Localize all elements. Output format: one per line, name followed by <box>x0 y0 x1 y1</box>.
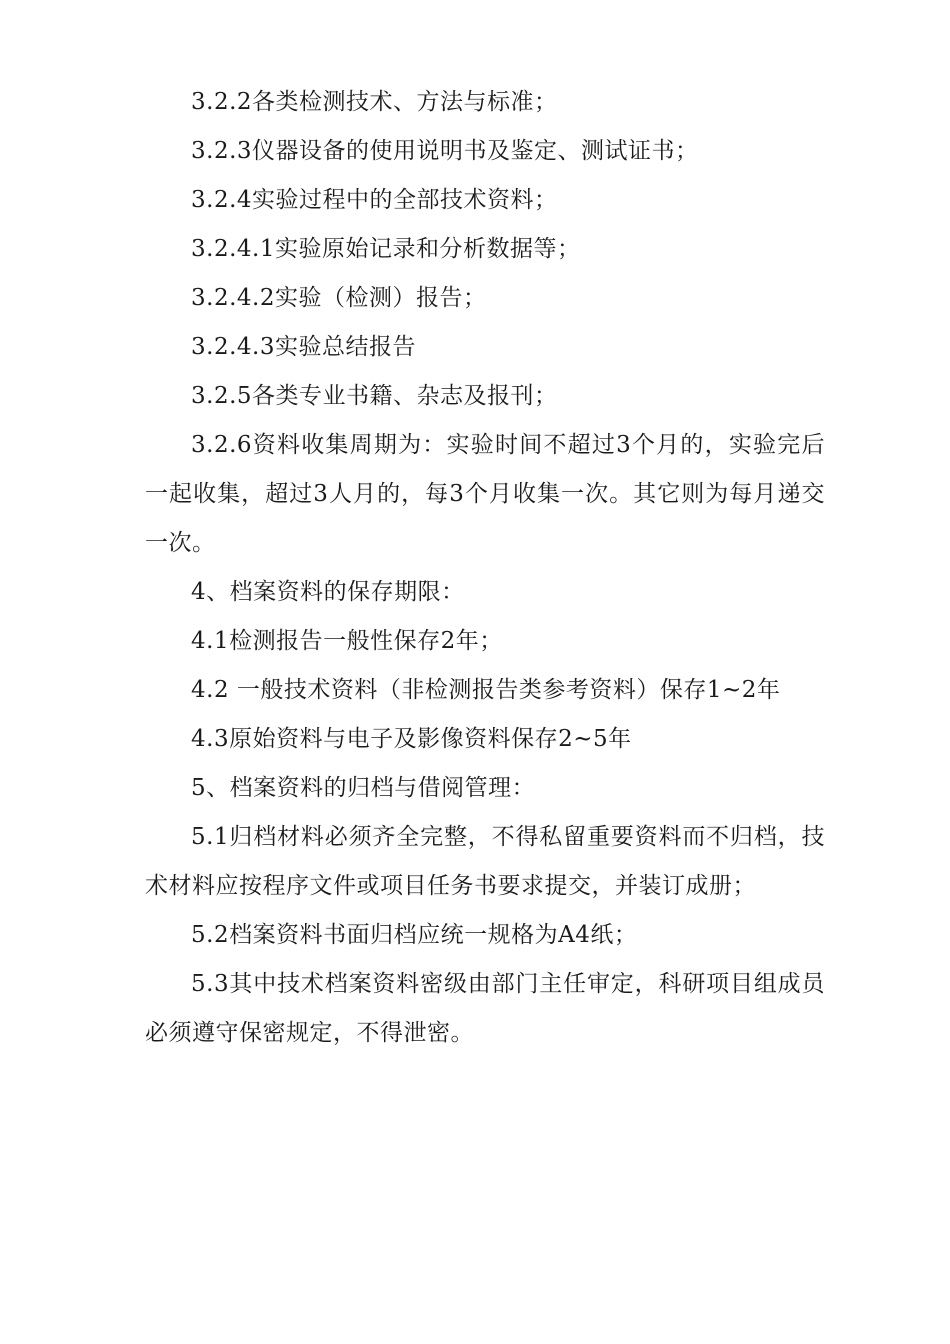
clause-3-2-4: 3.2.4实验过程中的全部技术资料； <box>191 187 558 213</box>
section-4-heading: 4、档案资料的保存期限： <box>191 579 465 605</box>
clause-3-2-6: 3.2.6资料收集周期为：实验时间不超过3个月的，实验完后一起收集，超过3人月的，每3个月收集一次。其它则为每月递交一次。 <box>145 432 825 556</box>
document-body <box>145 78 825 1058</box>
clause-3-2-2: 3.2.2各类检测技术、方法与标准； <box>191 89 558 115</box>
section-5-heading: 5、档案资料的归档与借阅管理： <box>191 775 536 801</box>
clause-4-3: 4.3原始资料与电子及影像资料保存2~5年 <box>191 726 632 752</box>
clause-4-2: 4.2 一般技术资料（非检测报告类参考资料）保存1~2年 <box>191 677 781 703</box>
clause-5-3: 5.3其中技术档案资料密级由部门主任审定，科研项目组成员必须遵守保密规定，不得泄密。 <box>145 971 825 1046</box>
clause-3-2-3: 3.2.3仪器设备的使用说明书及鉴定、测试证书； <box>191 138 699 164</box>
clause-5-1: 5.1归档材料必须齐全完整，不得私留重要资料而不归档，技术材料应按程序文件或项目任务书要求提交，并装订成册； <box>145 824 825 899</box>
clause-3-2-4-1: 3.2.4.1实验原始记录和分析数据等； <box>191 236 581 262</box>
clause-4-1: 4.1检测报告一般性保存2年； <box>191 628 503 654</box>
clause-3-2-4-2: 3.2.4.2实验（检测）报告； <box>191 285 487 311</box>
clause-3-2-5: 3.2.5各类专业书籍、杂志及报刊； <box>191 383 558 409</box>
clause-3-2-4-3: 3.2.4.3实验总结报告 <box>191 334 416 360</box>
clause-5-2: 5.2档案资料书面归档应统一规格为A4纸； <box>191 922 638 948</box>
